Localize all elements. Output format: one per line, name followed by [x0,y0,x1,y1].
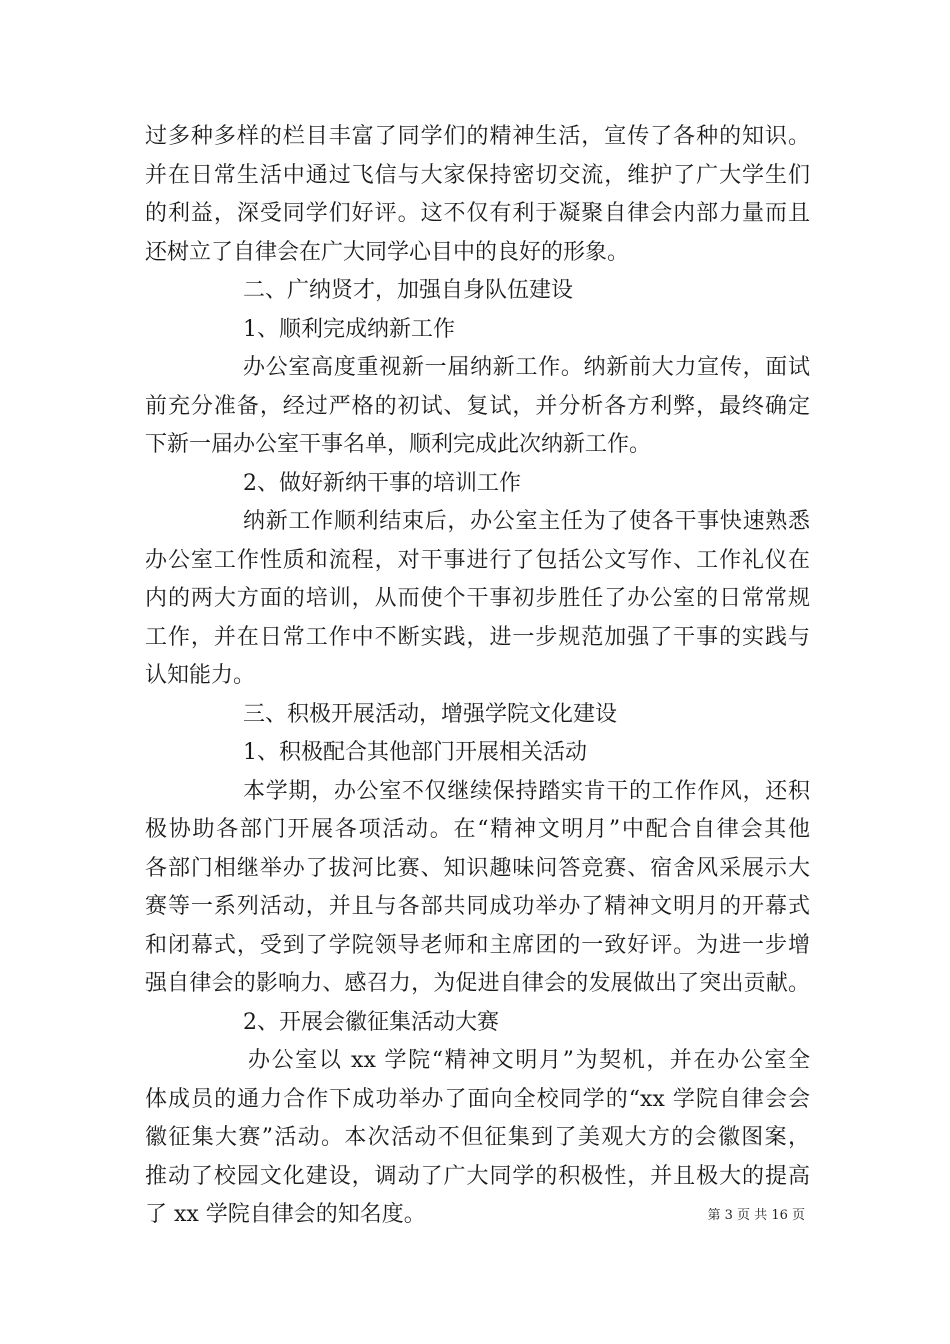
subsection-heading: 2、开展会徽征集活动大赛 [243,1009,499,1035]
text-line: 过多种多样的栏目丰富了同学们的精神生活，宣传了各种的知识。 [145,124,810,149]
text-line: 办公室高度重视新一届纳新工作。纳新前大力宣传，面试 [243,355,810,380]
text-line: 各部门相继举办了拔河比赛、知识趣味问答竞赛、宿舍风采展示大 [145,855,810,881]
text-line: 还树立了自律会在广大同学心目中的良好的形象。 [145,239,630,265]
subsection-heading: 1、积极配合其他部门开展相关活动 [243,740,587,765]
subsection-heading: 2、做好新纳干事的培训工作 [243,470,521,496]
page-number: 第 3 页 共 16 页 [707,1208,805,1223]
text-line: 办公室以 xx 学院“精神文明月”为契机，并在办公室全 [248,1048,810,1073]
text-line: 认知能力。 [145,663,256,688]
text-line: 的利益，深受同学们好评。这不仅有利于凝聚自律会内部力量而且 [145,201,810,226]
text-line: 极协助各部门开展各项活动。在“精神文明月”中配合自律会其他 [145,817,810,842]
text-line: 办公室工作性质和流程，对干事进行了包括公文写作、工作礼仪在 [145,547,810,573]
text-line: 工作，并在日常工作中不断实践，进一步规范加强了干事的实践与 [145,624,810,650]
text-line: 纳新工作顺利结束后，办公室主任为了使各干事快速熟悉 [243,509,810,534]
text-line: 下新一届办公室干事名单，顺利完成此次纳新工作。 [145,432,652,457]
text-line: 强自律会的影响力、感召力，为促进自律会的发展做出了突出贡献。 [145,971,810,996]
text-line: 并在日常生活中通过飞信与大家保持密切交流，维护了广大学生们 [145,162,810,188]
text-line: 了 xx 学院自律会的知名度。 [145,1202,426,1227]
text-line: 内的两大方面的培训，从而使个干事初步胜任了办公室的日常常规 [145,586,810,611]
text-line: 体成员的通力合作下成功举办了面向全校同学的“xx 学院自律会会 [145,1086,810,1112]
section-heading: 二、广纳贤才，加强自身队伍建设 [243,278,574,303]
document-body [145,118,810,1235]
text-line: 徽征集大赛”活动。本次活动不但征集到了美观大方的会徽图案， [145,1125,810,1150]
subsection-heading: 1、顺利完成纳新工作 [243,316,455,342]
text-line: 前充分准备，经过严格的初试、复试，并分析各方利弊，最终确定 [145,393,810,419]
text-line: 推动了校园文化建设，调动了广大同学的积极性，并且极大的提高 [145,1163,810,1189]
text-line: 赛等一系列活动，并且与各部共同成功举办了精神文明月的开幕式 [145,894,810,919]
text-line: 和闭幕式，受到了学院领导老师和主席团的一致好评。为进一步增 [145,932,810,958]
text-line: 本学期，办公室不仅继续保持踏实肯干的工作作风，还积 [243,778,810,804]
section-heading: 三、积极开展活动，增强学院文化建设 [243,701,618,727]
